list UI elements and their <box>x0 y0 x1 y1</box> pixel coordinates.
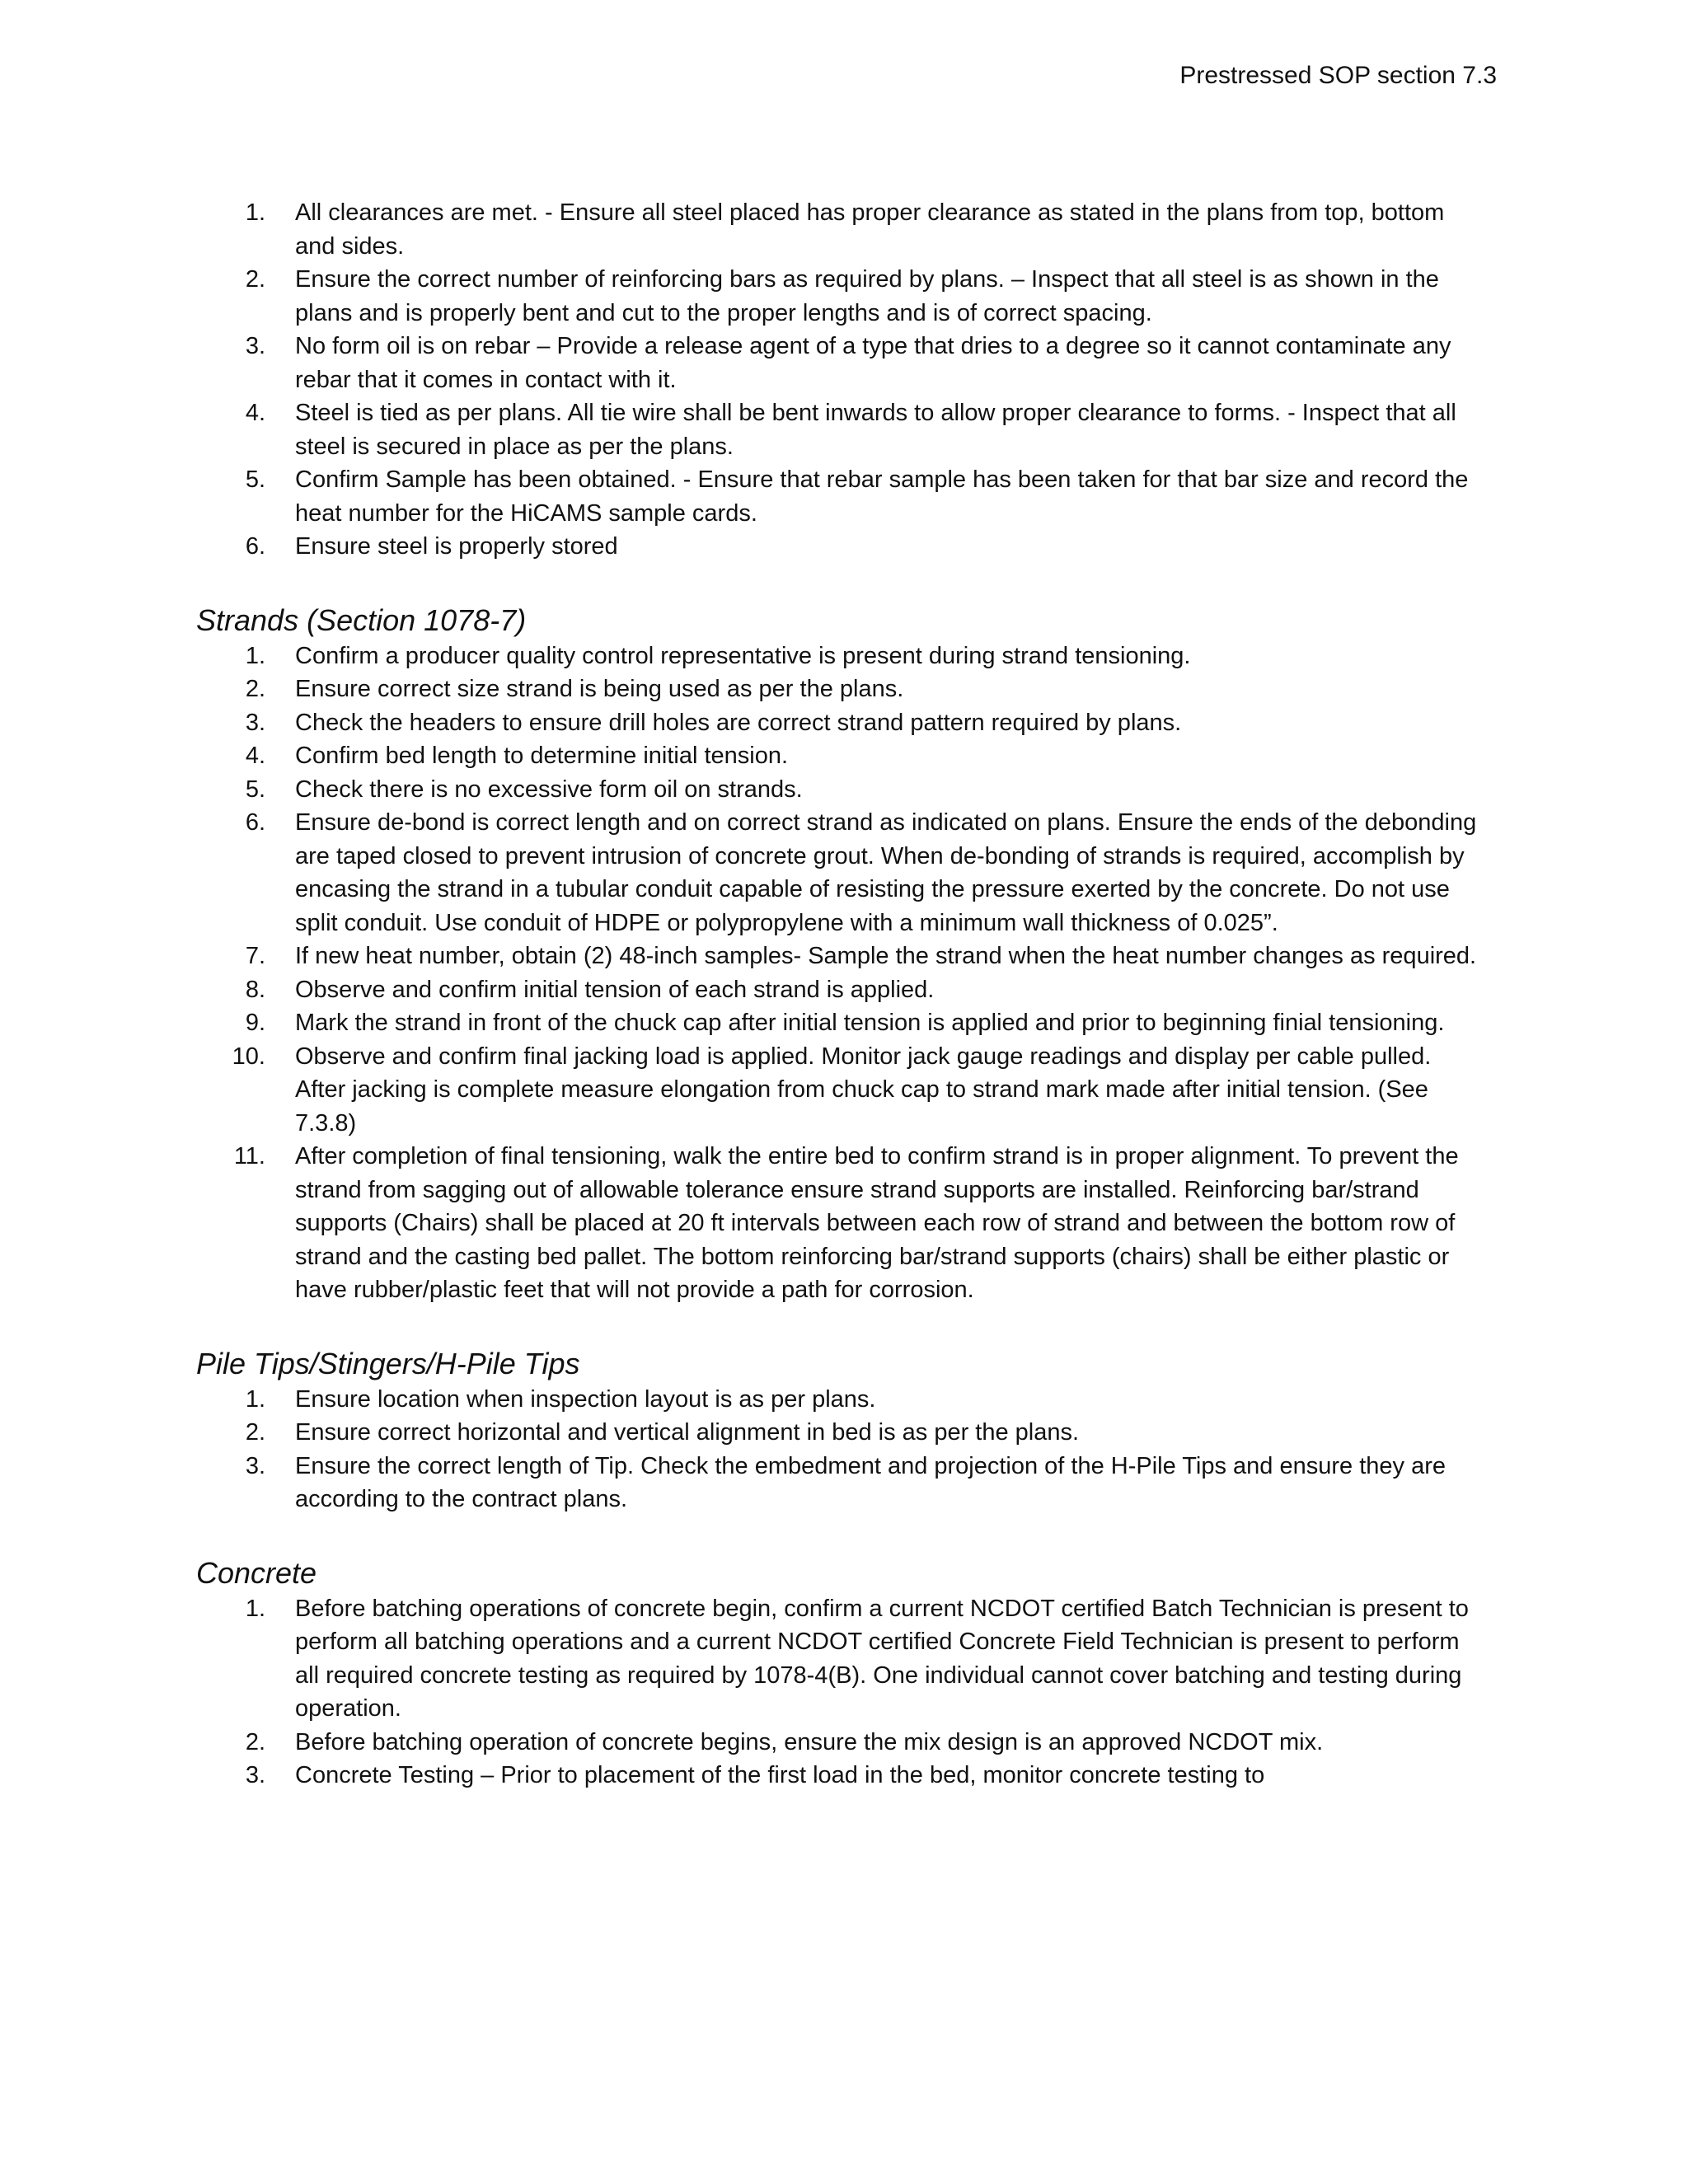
list-number: 2. <box>245 1419 265 1446</box>
list-text: Ensure the correct number of reinforcing bars as required by plans. – Inspect that all steel is as shown in the plans and is properly bent and cut to the proper lengths and is of correct spacing. <box>295 266 1439 326</box>
list-text: Confirm a producer quality control representative is present during strand tensioning. <box>295 642 1191 669</box>
list-text: Before batching operation of concrete begins, ensure the mix design is an approved NCDOT mix. <box>295 1728 1324 1755</box>
list-item <box>196 1416 1482 1450</box>
list-item <box>196 706 1482 740</box>
list-number: 3. <box>245 709 265 736</box>
list-number: 5. <box>245 466 265 493</box>
list-item <box>196 806 1482 940</box>
document-body <box>196 196 1482 1793</box>
list-item <box>196 739 1482 773</box>
list-item <box>196 196 1482 263</box>
list-item <box>196 330 1482 396</box>
list-text: Ensure correct horizontal and vertical alignment in bed is as per the plans. <box>295 1419 1080 1446</box>
list-item <box>196 1592 1482 1726</box>
list-text: Check there is no excessive form oil on strands. <box>295 776 803 803</box>
list-item <box>196 1383 1482 1417</box>
list-text: Confirm Sample has been obtained. - Ensure that rebar sample has been taken for that bar size and record the heat number for the HiCAMS sample cards. <box>295 466 1469 527</box>
list-number: 3. <box>245 1762 265 1788</box>
list-number: 3. <box>245 1452 265 1479</box>
concrete-section <box>196 1554 1482 1793</box>
concrete-list <box>196 1592 1482 1793</box>
list-item <box>196 940 1482 973</box>
list-item <box>196 1006 1482 1040</box>
list-number: 1. <box>245 1385 265 1413</box>
list-text: No form oil is on rebar – Provide a release agent of a type that dries to a degree so it cannot contaminate any rebar that it comes in contact with it. <box>295 333 1451 393</box>
pile-tips-section <box>196 1345 1482 1516</box>
list-text: If new heat number, obtain (2) 48-inch samples- Sample the strand when the heat number changes as required. <box>295 943 1477 969</box>
list-item <box>196 1450 1482 1516</box>
list-item <box>196 1140 1482 1307</box>
list-text: After completion of final tensioning, walk the entire bed to confirm strand is in proper alignment. To prevent the strand from sagging out of allowable tolerance ensure strand supports are installed. Reinforcing bar/strand supports (Chairs) shall be placed at 20 ft intervals between each row of strand and between the bottom row of strand and the casting bed pallet. The bottom reinforcing bar/strand supports (chairs) shall be either plastic or have rubber/plastic feet that will not provide a path for corrosion. <box>295 1143 1459 1303</box>
list-number: 2. <box>245 1728 265 1755</box>
rebar-list <box>196 196 1482 564</box>
list-number: 1. <box>245 1595 265 1622</box>
rebar-section <box>196 196 1482 564</box>
list-text: Before batching operations of concrete begin, confirm a current NCDOT certified Batch Technician is present to perform all batching operations and a current NCDOT certified Concrete Field Technician is present to perform all required concrete testing as required by 1078-4(B). One individual cannot cover batching and testing during operation. <box>295 1595 1469 1722</box>
list-number: 4. <box>245 400 265 426</box>
pile-tips-heading: Pile Tips/Stingers/H-Pile Tips <box>196 1346 580 1380</box>
list-item <box>196 1726 1482 1760</box>
list-text: Concrete Testing – Prior to placement of the first load in the bed, monitor concrete testing to <box>295 1762 1265 1788</box>
list-text: Check the headers to ensure drill holes are correct strand pattern required by plans. <box>295 709 1182 736</box>
list-item <box>196 463 1482 530</box>
list-item <box>196 973 1482 1007</box>
strands-section <box>196 602 1482 1307</box>
strands-heading: Strands (Section 1078-7) <box>196 602 527 637</box>
page-header <box>1179 59 1497 92</box>
list-item <box>196 396 1482 463</box>
concrete-heading: Concrete <box>196 1555 317 1590</box>
list-item <box>196 673 1482 706</box>
list-number: 5. <box>245 776 265 803</box>
list-text: Ensure correct size strand is being used as per the plans. <box>295 676 904 702</box>
list-number: 7. <box>245 943 265 969</box>
list-number: 1. <box>245 199 265 226</box>
list-number: 1. <box>245 642 265 669</box>
list-number: 3. <box>245 333 265 359</box>
list-text: Confirm bed length to determine initial tension. <box>295 743 789 769</box>
list-item <box>196 773 1482 807</box>
list-text: Observe and confirm initial tension of each strand is applied. <box>295 976 935 1003</box>
list-text: Ensure de-bond is correct length and on correct strand as indicated on plans. Ensure the ends of the debonding are taped closed to prevent intrusion of concrete grout. When de-bonding of strands is required, accomplish by encasing the strand in a tubular conduit capable of resisting the pressure exerted by the concrete. Do not use split conduit. Use conduit of HDPE or polypropylene with a minimum wall thickness of 0.025”. <box>295 809 1477 936</box>
list-text: Ensure location when inspection layout is as per plans. <box>295 1385 876 1413</box>
list-number: 6. <box>245 533 265 560</box>
list-text: Ensure steel is properly stored <box>295 533 618 560</box>
strands-list <box>196 640 1482 1307</box>
list-number: 8. <box>245 976 265 1003</box>
list-text: All clearances are met. - Ensure all steel placed has proper clearance as stated in the plans from top, bottom and sides. <box>295 199 1445 260</box>
list-item <box>196 263 1482 330</box>
pile-tips-list <box>196 1383 1482 1516</box>
list-number: 2. <box>245 676 265 702</box>
list-item <box>196 640 1482 673</box>
list-item <box>196 1759 1482 1793</box>
list-item <box>196 530 1482 564</box>
list-text: Steel is tied as per plans. All tie wire shall be bent inwards to allow proper clearance to forms. - Inspect that all steel is secured in place as per the plans. <box>295 400 1456 460</box>
list-text: Mark the strand in front of the chuck cap after initial tension is applied and prior to beginning finial tensioning. <box>295 1010 1445 1036</box>
page-header-title: Prestressed SOP section 7.3 <box>1179 62 1497 89</box>
list-number: 10. <box>232 1043 265 1070</box>
list-number: 11. <box>233 1143 265 1169</box>
list-number: 4. <box>245 743 265 769</box>
list-number: 2. <box>245 266 265 293</box>
list-item <box>196 1040 1482 1141</box>
list-text: Observe and confirm final jacking load is applied. Monitor jack gauge readings and display per cable pulled. After jacking is complete measure elongation from chuck cap to strand mark made after initial tension. (See 7.3.8) <box>295 1043 1432 1137</box>
list-number: 6. <box>245 809 265 836</box>
list-text: Ensure the correct length of Tip. Check the embedment and projection of the H-Pile Tips and ensure they are according to the contract plans. <box>295 1452 1447 1512</box>
list-number: 9. <box>245 1010 265 1036</box>
